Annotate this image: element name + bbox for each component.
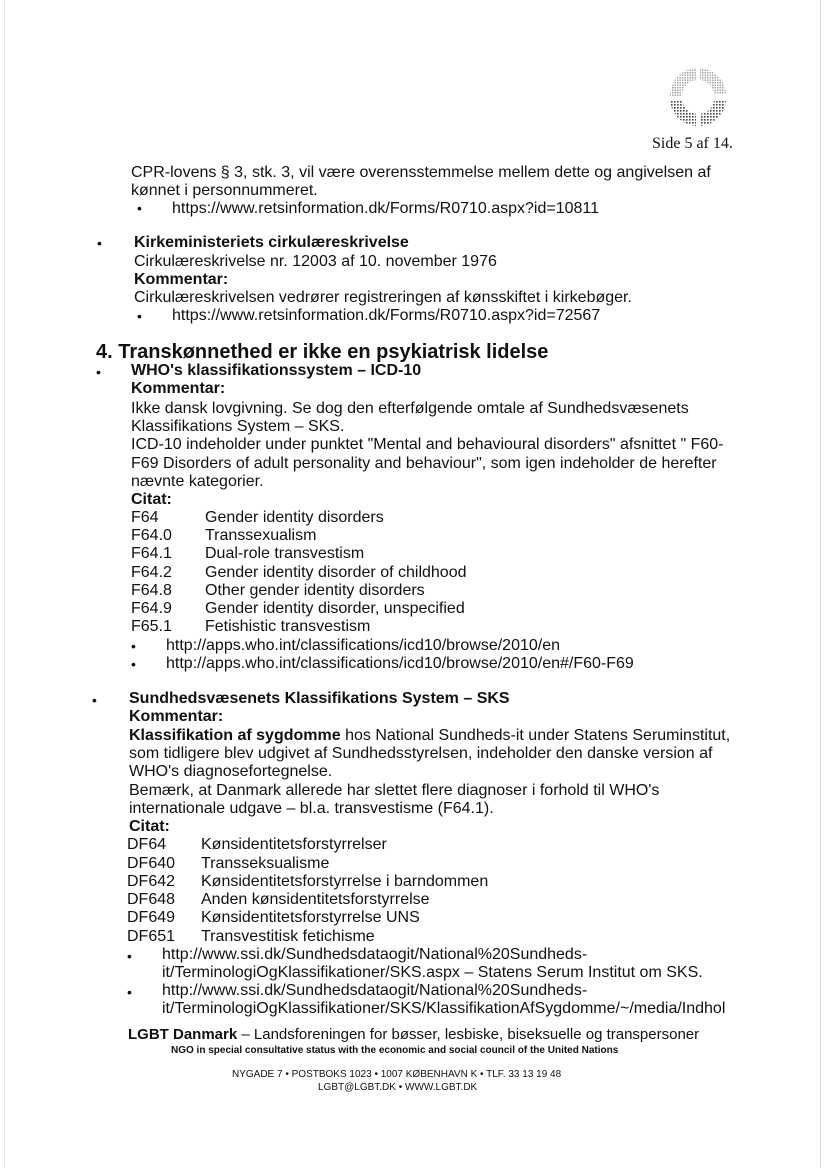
bullet-icon: • <box>92 692 97 708</box>
code: DF651 <box>127 928 176 945</box>
who-citat-label: Citat: <box>131 491 172 508</box>
intro-line-2: kønnet i personnummeret. <box>131 182 318 199</box>
kirke-line-1: Cirkulæreskrivelse nr. 12003 af 10. november 1976 <box>134 253 497 270</box>
code: F64.0 <box>131 527 172 544</box>
kirke-text: Cirkulæreskrivelsen vedrører registreringen af kønsskiftet i kirkebøger. <box>134 289 632 306</box>
code-desc: Gender identity disorder, unspecified <box>205 600 465 617</box>
sks-link-2a[interactable]: http://www.ssi.dk/Sundhedsdataogit/National%20Sundheds- <box>162 982 588 999</box>
code-desc: Fetishistic transvestism <box>205 618 371 635</box>
who-line-4: nævnte kategorier. <box>131 473 264 490</box>
code: F64 <box>131 509 159 526</box>
sks-kommentar-label: Kommentar: <box>129 708 224 725</box>
code-desc: Gender identity disorder of childhood <box>205 564 467 581</box>
code: DF649 <box>127 909 176 926</box>
kirke-link[interactable]: https://www.retsinformation.dk/Forms/R0710.aspx?id=72567 <box>172 307 601 324</box>
footer-web[interactable]: LGBT@LGBT.DK • WWW.LGBT.DK <box>318 1082 478 1093</box>
footer-address: NYGADE 7 • POSTBOKS 1023 • 1007 KØBENHAVN K • TLF. 33 13 19 48 <box>232 1069 562 1080</box>
footer-org-desc: – Landsforeningen for bøsser, lesbiske, biseksuelle og transpersoner <box>237 1026 700 1043</box>
code-desc: Transsexualism <box>205 527 317 544</box>
scan-edge-left <box>4 0 5 1168</box>
sks-link-1b[interactable]: it/TerminologiOgKlassifikationer/SKS.aspx – Statens Serum Institut om SKS. <box>162 964 703 981</box>
who-title: WHO's klassifikationssystem – ICD-10 <box>131 362 422 379</box>
code-desc: Gender identity disorders <box>205 509 384 526</box>
bullet-icon: • <box>137 200 142 216</box>
sks-line-1: som tidligere blev udgivet af Sundhedsstyrelsen, indeholder den danske version af <box>129 745 713 762</box>
code: DF64 <box>127 836 167 853</box>
bullet-icon: • <box>96 364 101 380</box>
kirke-kommentar-label: Kommentar: <box>134 271 229 288</box>
who-link-2[interactable]: http://apps.who.int/classifications/icd10/browse/2010/en#/F60-F69 <box>166 655 634 672</box>
page-number: Side 5 af 14. <box>652 135 733 152</box>
code: DF642 <box>127 873 176 890</box>
sks-line-3: Bemærk, at Danmark allerede har slettet flere diagnoser i forhold til WHO's <box>129 782 660 799</box>
who-line-3: F69 Disorders of adult personality and behaviour", som igen indeholder de herefter <box>131 455 717 472</box>
code-desc: Anden kønsidentitetsforstyrrelse <box>201 891 430 908</box>
sks-line-2: WHO's diagnosefortegnelse. <box>129 763 333 780</box>
bullet-icon: • <box>97 235 102 251</box>
code: DF640 <box>127 855 176 872</box>
kirke-title: Kirkeministeriets cirkulæreskrivelse <box>134 234 409 251</box>
sks-line-0 <box>129 727 730 745</box>
who-kommentar-label: Kommentar: <box>131 380 226 397</box>
section-heading: 4. Transkønnethed er ikke en psykiatrisk lidelse <box>96 341 549 363</box>
who-line-0: Ikke dansk lovgivning. Se dog den efterfølgende omtale af Sundhedsvæsenets <box>131 400 689 417</box>
sks-link-1a[interactable]: http://www.ssi.dk/Sundhedsdataogit/National%20Sundheds- <box>162 946 588 963</box>
footer-organisation <box>128 1026 699 1043</box>
code: F64.8 <box>131 582 172 599</box>
cpr-link[interactable]: https://www.retsinformation.dk/Forms/R0710.aspx?id=10811 <box>172 200 600 217</box>
footer-org-name: LGBT Danmark <box>128 1026 238 1043</box>
sks-line-4: internationale udgave – bl.a. transvestisme (F64.1). <box>129 800 494 817</box>
bullet-icon: • <box>127 984 132 1000</box>
code: F64.9 <box>131 600 172 617</box>
sks-title: Sundhedsvæsenets Klassifikations System – SKS <box>129 690 510 707</box>
code-desc: Dual-role transvestism <box>205 545 365 562</box>
who-link-1[interactable]: http://apps.who.int/classifications/icd10/browse/2010/en <box>166 637 561 654</box>
code: F65.1 <box>131 618 172 635</box>
lgbt-logo-icon <box>662 62 734 132</box>
sks-citat-label: Citat: <box>129 818 170 835</box>
sks-link-2b[interactable]: it/TerminologiOgKlassifikationer/SKS/KlassifikationAfSygdomme/~/media/Indhol <box>162 1000 726 1017</box>
bullet-icon: • <box>137 308 142 324</box>
sks-bold-lead: Klassifikation af sygdomme <box>129 727 341 744</box>
footer-ngo-status: NGO in special consultative status with the economic and social council of the United Nations <box>171 1045 619 1056</box>
code-desc: Transseksualisme <box>201 855 330 872</box>
who-line-1: Klassifikations System – SKS. <box>131 418 345 435</box>
sks-line-0-rest: hos National Sundheds-it under Statens Seruminstitut, <box>340 727 731 744</box>
code-desc: Transvestitisk fetichisme <box>201 928 375 945</box>
code-desc: Other gender identity disorders <box>205 582 425 599</box>
bullet-icon: • <box>127 948 132 964</box>
intro-line-1: CPR-lovens § 3, stk. 3, vil være overensstemmelse mellem dette og angivelsen af <box>131 164 711 181</box>
scan-edge-right <box>820 0 821 1168</box>
code: DF648 <box>127 891 176 908</box>
code-desc: Kønsidentitetsforstyrrelse UNS <box>201 909 420 926</box>
code: F64.1 <box>131 545 172 562</box>
code-desc: Kønsidentitetsforstyrrelser <box>201 836 387 853</box>
bullet-icon: • <box>131 638 136 654</box>
code-desc: Kønsidentitetsforstyrrelse i barndommen <box>201 873 489 890</box>
bullet-icon: • <box>131 656 136 672</box>
code: F64.2 <box>131 564 172 581</box>
who-line-2: ICD-10 indeholder under punktet "Mental and behavioural disorders" afsnittet " F60- <box>131 436 724 453</box>
